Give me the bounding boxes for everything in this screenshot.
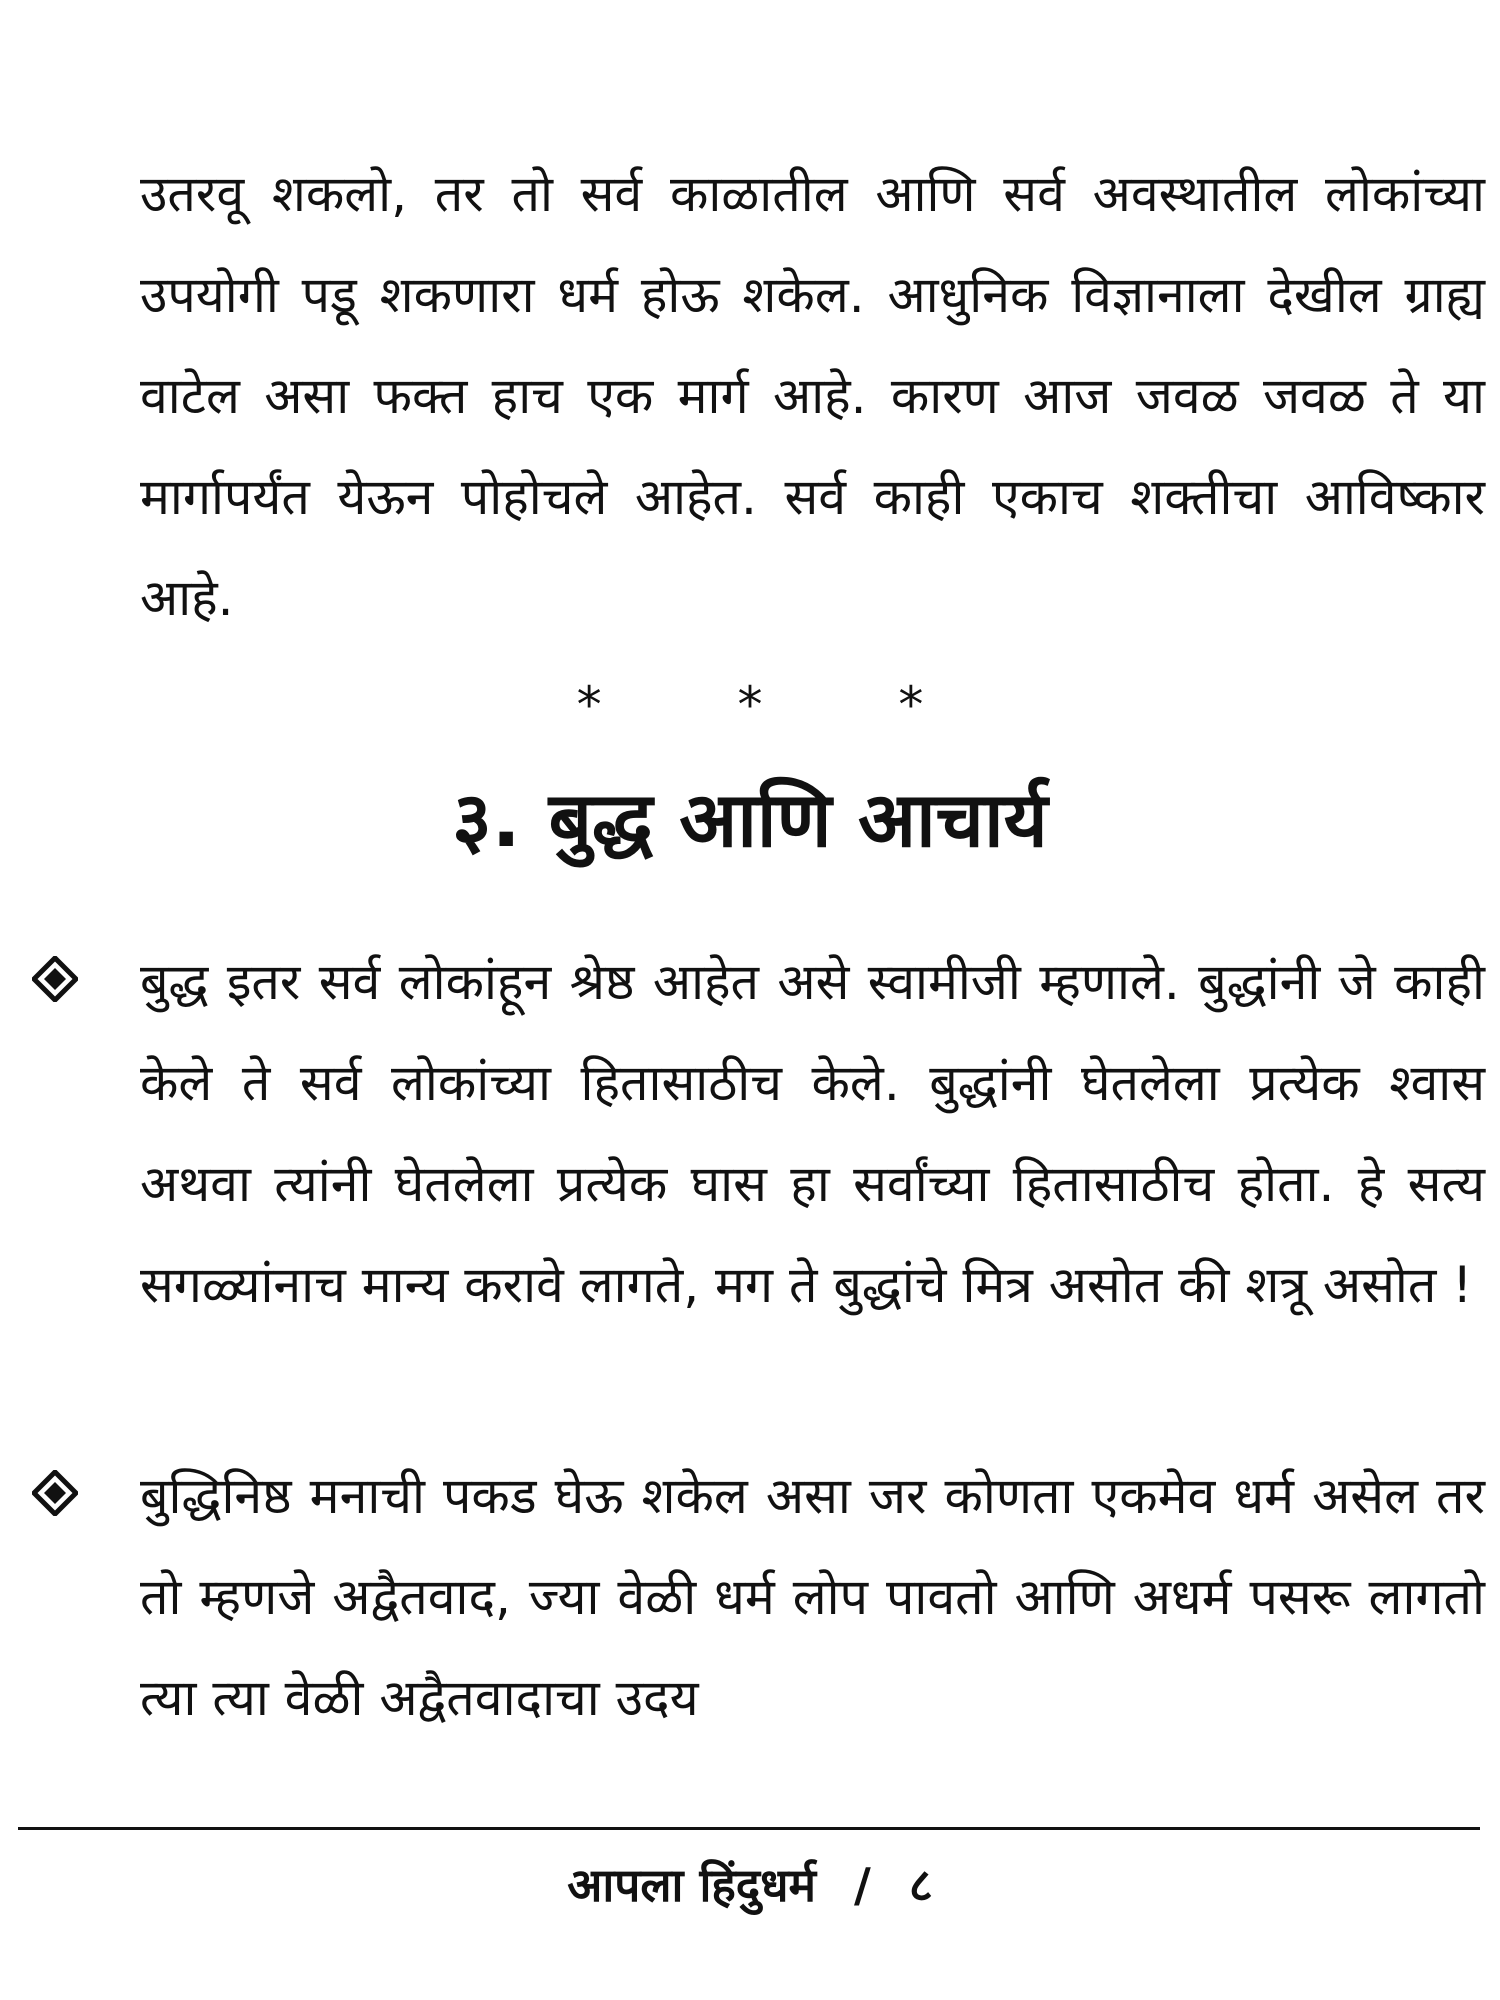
diamond-bullet-icon bbox=[32, 956, 78, 1002]
section-heading bbox=[0, 770, 1500, 870]
bullet-paragraph-1: बुद्ध इतर सर्व लोकांहून श्रेष्ठ आहेत असे स्वामीजी म्हणाले. बुद्धांनी जे काही केले ते सर्व लोकांच्या हितासाठीच केले. बुद्धांनी घेतलेला प्रत्येक श्वास अथवा त्यांनी घेतलेला प्रत्येक घास हा सर्वांच्या हितासाठीच होता. हे सत्य सगळ्यांनाच मान्य करावे लागते, मग ते बुद्धांचे मित्र असोत की शत्रू असोत ! bbox=[140, 953, 1485, 1314]
diamond-bullet-icon bbox=[32, 1470, 78, 1516]
page-footer bbox=[0, 1845, 1500, 1925]
footer-book-title: आपला हिंदुधर्म bbox=[567, 1858, 817, 1912]
footer-slash: / bbox=[854, 1858, 871, 1912]
section-title: बुद्ध आणि आचार्य bbox=[548, 775, 1048, 864]
section-separator-stars: * * * bbox=[576, 676, 984, 734]
bullet-paragraph-2: बुद्धिनिष्ठ मनाची पकड घेऊ शकेल असा जर कोणता एकमेव धर्म असेल तर तो म्हणजे अद्वैतवाद, ज्या वेळी धर्म लोप पावतो आणि अधर्म पसरू लागतो त्या त्या वेळी अद्वैतवादाचा उदय bbox=[140, 1467, 1485, 1727]
footer-divider bbox=[18, 1827, 1480, 1830]
paragraph-continued: उतरवू शकलो, तर तो सर्व काळातील आणि सर्व अवस्थातील लोकांच्या उपयोगी पडू शकणारा धर्म होऊ शकेल. आधुनिक विज्ञानाला देखील ग्राह्य वाटेल असा फक्त हाच एक मार्ग आहे. कारण आज जवळ जवळ ते या मार्गापर्यंत येऊन पोहोचले आहेत. सर्व काही एकाच शक्तीचा आविष्कार आहे. bbox=[140, 165, 1485, 627]
footer-page-number: ८ bbox=[908, 1858, 933, 1912]
section-number: ३. bbox=[452, 775, 521, 864]
